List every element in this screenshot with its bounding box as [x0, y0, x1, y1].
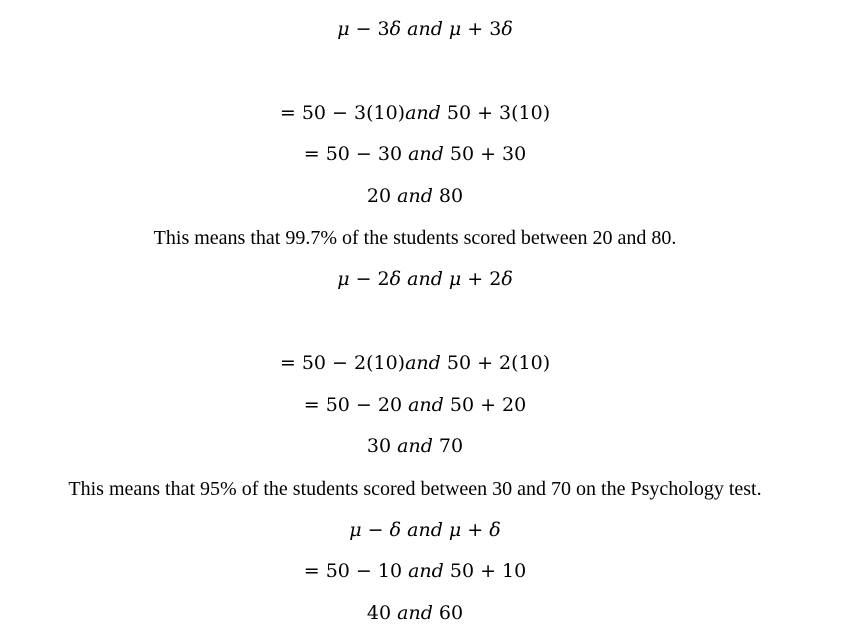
and-word: and [408, 560, 444, 582]
calc-line-2sigma-1 [0, 354, 840, 373]
plus-term: + 2 [461, 268, 502, 290]
result-right: 80 [432, 185, 464, 207]
calc-left: = 50 − 2(10) [279, 352, 406, 374]
calc-left: = 50 − 20 [303, 394, 409, 416]
range-formula-1sigma [0, 521, 850, 540]
result-left: 20 [366, 185, 398, 207]
and-word: and [408, 143, 444, 165]
and-word: and [401, 18, 449, 40]
minus-term: − 3 [349, 18, 390, 40]
mu-symbol: μ [448, 268, 462, 290]
delta-symbol: δ [389, 268, 402, 290]
conclusion-2sigma: This means that 95% of the students scored between 30 and 70 on the Psychology test. [68, 478, 762, 500]
calc-right: 50 + 20 [443, 394, 527, 416]
calc-right: 50 + 2(10) [440, 352, 551, 374]
delta-symbol: δ [489, 519, 501, 541]
mu-symbol: μ [349, 519, 362, 541]
mu-symbol: μ [337, 18, 350, 40]
result-line-3sigma [0, 187, 840, 206]
and-word: and [397, 602, 433, 624]
and-word: and [405, 102, 441, 124]
result-right: 60 [432, 602, 464, 624]
and-word: and [408, 394, 444, 416]
calc-left: = 50 − 10 [303, 560, 409, 582]
and-word: and [405, 352, 441, 374]
mu-symbol: μ [337, 268, 350, 290]
calc-right: 50 + 30 [443, 143, 527, 165]
mu-symbol: μ [448, 519, 462, 541]
mu-symbol: μ [448, 18, 462, 40]
result-line-1sigma [0, 604, 840, 623]
delta-symbol: δ [389, 519, 402, 541]
and-word: and [401, 519, 449, 541]
calc-line-3sigma-2 [0, 145, 840, 164]
result-left: 40 [366, 602, 398, 624]
delta-symbol: δ [501, 268, 513, 290]
and-word: and [397, 185, 433, 207]
minus-term: − [361, 519, 390, 541]
minus-term: − 2 [349, 268, 390, 290]
delta-symbol: δ [501, 18, 513, 40]
calc-line-2sigma-2 [0, 396, 840, 415]
and-word: and [401, 268, 449, 290]
calc-right: 50 + 3(10) [440, 102, 551, 124]
calc-left: = 50 − 3(10) [279, 102, 406, 124]
calc-right: 50 + 10 [443, 560, 527, 582]
range-formula-2sigma [0, 270, 850, 289]
result-line-2sigma [0, 437, 840, 456]
conclusion-3sigma: This means that 99.7% of the students scored between 20 and 80. [153, 227, 677, 249]
plus-term: + [461, 519, 490, 541]
and-word: and [397, 435, 433, 457]
result-right: 70 [432, 435, 464, 457]
plus-term: + 3 [461, 18, 502, 40]
calc-line-1sigma [0, 562, 840, 581]
calc-left: = 50 − 30 [303, 143, 409, 165]
delta-symbol: δ [389, 18, 402, 40]
result-left: 30 [366, 435, 398, 457]
range-formula-3sigma [0, 20, 850, 39]
calc-line-3sigma-1 [0, 104, 840, 123]
